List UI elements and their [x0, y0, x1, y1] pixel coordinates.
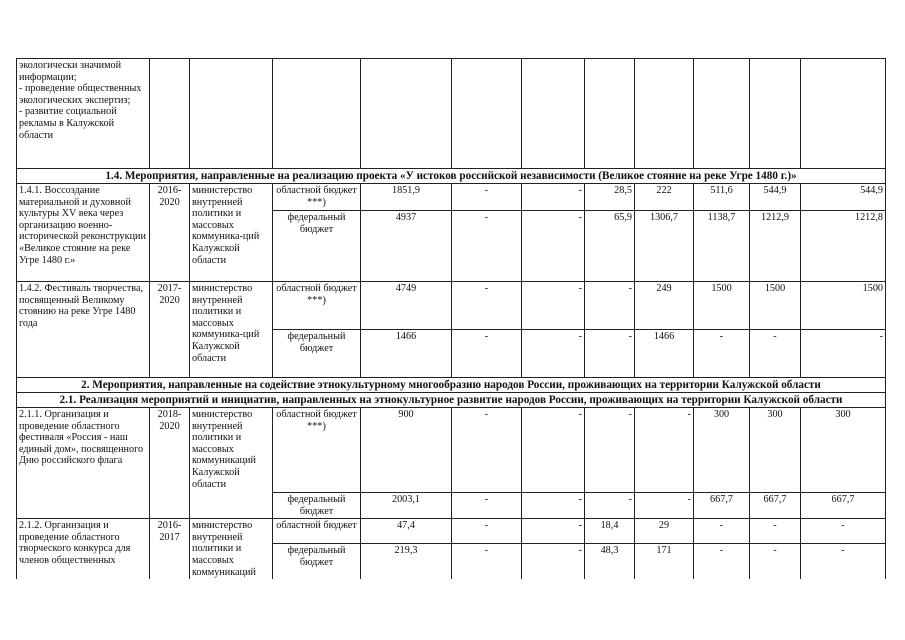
table-row: [17, 282, 886, 330]
funding-value: -: [522, 282, 585, 330]
funding-total: 900: [361, 408, 452, 493]
funding-value: 1500: [750, 282, 801, 330]
funding-value: 667,7: [750, 493, 801, 519]
funding-source: федеральный бюджет: [273, 330, 361, 378]
measure-period: 2018- 2020: [150, 408, 190, 519]
table-row: [17, 184, 886, 211]
funding-value: 18,4: [585, 519, 635, 544]
funding-value: -: [585, 408, 635, 493]
funding-source: областной бюджет ***): [273, 184, 361, 211]
measure-period: 2016- 2020: [150, 184, 190, 282]
empty-cell: [273, 59, 361, 169]
measure-period: 2017- 2020: [150, 282, 190, 378]
funding-value: 1212,9: [750, 211, 801, 282]
funding-value: 65,9: [585, 211, 635, 282]
empty-cell: [694, 59, 750, 169]
table-row: [17, 59, 886, 169]
funding-value: -: [452, 184, 522, 211]
funding-total: 1466: [361, 330, 452, 378]
measure-executor: министерство внутренней политики и массовых коммуникаций: [190, 519, 273, 579]
funding-value: -: [750, 544, 801, 579]
funding-value: 667,7: [694, 493, 750, 519]
funding-value: 222: [635, 184, 694, 211]
program-measures-table: [16, 58, 886, 579]
funding-value: -: [452, 408, 522, 493]
section-title: 1.4. Мероприятия, направленные на реализацию проекта «У истоков российской независимости (Великое стояние на реке Угре 1480 г.)»: [17, 169, 886, 184]
empty-cell: [452, 59, 522, 169]
funding-source: федеральный бюджет: [273, 211, 361, 282]
funding-value: -: [522, 211, 585, 282]
empty-cell: [522, 59, 585, 169]
funding-total: 1851,9: [361, 184, 452, 211]
funding-value: -: [694, 519, 750, 544]
funding-value: -: [750, 519, 801, 544]
funding-value: -: [522, 544, 585, 579]
funding-value: -: [452, 544, 522, 579]
funding-source: федеральный бюджет: [273, 493, 361, 519]
funding-value: 29: [635, 519, 694, 544]
funding-source: областной бюджет ***): [273, 282, 361, 330]
funding-total: 4749: [361, 282, 452, 330]
funding-value: -: [522, 519, 585, 544]
funding-value: -: [452, 519, 522, 544]
funding-total: 2003,1: [361, 493, 452, 519]
empty-cell: [585, 59, 635, 169]
funding-value: 48,3: [585, 544, 635, 579]
funding-value: 300: [750, 408, 801, 493]
funding-value: -: [452, 493, 522, 519]
funding-value: -: [522, 184, 585, 211]
funding-value: -: [750, 330, 801, 378]
empty-cell: [190, 59, 273, 169]
funding-value: 511,6: [694, 184, 750, 211]
funding-value: 171: [635, 544, 694, 579]
section-header-row: [17, 378, 886, 393]
funding-value: 300: [801, 408, 886, 493]
funding-value: 300: [694, 408, 750, 493]
measure-executor: министерство внутренней политики и массовых коммуника-ций Калужской области: [190, 282, 273, 378]
funding-value: 1466: [635, 330, 694, 378]
funding-source: областной бюджет: [273, 519, 361, 544]
empty-cell: [635, 59, 694, 169]
empty-cell: [361, 59, 452, 169]
measure-period: 2016- 2017: [150, 519, 190, 579]
funding-value: -: [635, 493, 694, 519]
funding-value: -: [585, 282, 635, 330]
funding-value: 667,7: [801, 493, 886, 519]
funding-value: -: [522, 408, 585, 493]
funding-value: 1138,7: [694, 211, 750, 282]
funding-value: -: [452, 282, 522, 330]
funding-value: -: [801, 544, 886, 579]
funding-value: -: [694, 544, 750, 579]
funding-value: 249: [635, 282, 694, 330]
funding-value: 1212,8: [801, 211, 886, 282]
funding-value: 1306,7: [635, 211, 694, 282]
funding-value: -: [452, 330, 522, 378]
funding-value: -: [801, 519, 886, 544]
funding-source: федеральный бюджет: [273, 544, 361, 579]
measure-name: 2.1.1. Организация и проведение областного фестиваля «Россия - наш единый дом», посвященного Дню российского флага: [17, 408, 150, 519]
measure-name: 2.1.2. Организация и проведение областного творческого конкурса для членов общественных: [17, 519, 150, 579]
measure-executor: министерство внутренней политики и массовых коммуникаций Калужской области: [190, 408, 273, 519]
funding-value: -: [585, 330, 635, 378]
table-row: [17, 408, 886, 493]
funding-value: -: [635, 408, 694, 493]
measure-name: 1.4.2. Фестиваль творчества, посвященный Великому стоянию на реке Угре 1480 года: [17, 282, 150, 378]
table-row: [17, 519, 886, 544]
funding-value: 544,9: [750, 184, 801, 211]
funding-value: 28,5: [585, 184, 635, 211]
funding-value: -: [522, 330, 585, 378]
empty-cell: [801, 59, 886, 169]
funding-value: 1500: [694, 282, 750, 330]
measure-name: 1.4.1. Воссоздание материальной и духовной культуры XV века через организацию военно-исторической реконструкции «Великое стояние на реке Угре 1480 г.»: [17, 184, 150, 282]
funding-value: -: [694, 330, 750, 378]
funding-value: -: [801, 330, 886, 378]
empty-cell: [750, 59, 801, 169]
funding-source: областной бюджет ***): [273, 408, 361, 493]
section-header-row: [17, 393, 886, 408]
funding-total: 47,4: [361, 519, 452, 544]
measure-description-cell: экологически значимой информации; - проведение общественных экологических экспертиз; - развитие социальной рекламы в Калужской области: [17, 59, 150, 169]
measure-executor: министерство внутренней политики и массовых коммуника-ций Калужской области: [190, 184, 273, 282]
funding-value: -: [585, 493, 635, 519]
funding-value: 544,9: [801, 184, 886, 211]
section-header-row: [17, 169, 886, 184]
funding-value: -: [452, 211, 522, 282]
section-title: 2. Мероприятия, направленные на содействие этнокультурному многообразию народов России, проживающих на территории Калужской области: [17, 378, 886, 393]
funding-value: -: [522, 493, 585, 519]
funding-value: 1500: [801, 282, 886, 330]
funding-total: 219,3: [361, 544, 452, 579]
funding-total: 4937: [361, 211, 452, 282]
empty-cell: [150, 59, 190, 169]
section-title: 2.1. Реализация мероприятий и инициатив, направленных на этнокультурное развитие народов России, проживающих на территории Калужской области: [17, 393, 886, 408]
